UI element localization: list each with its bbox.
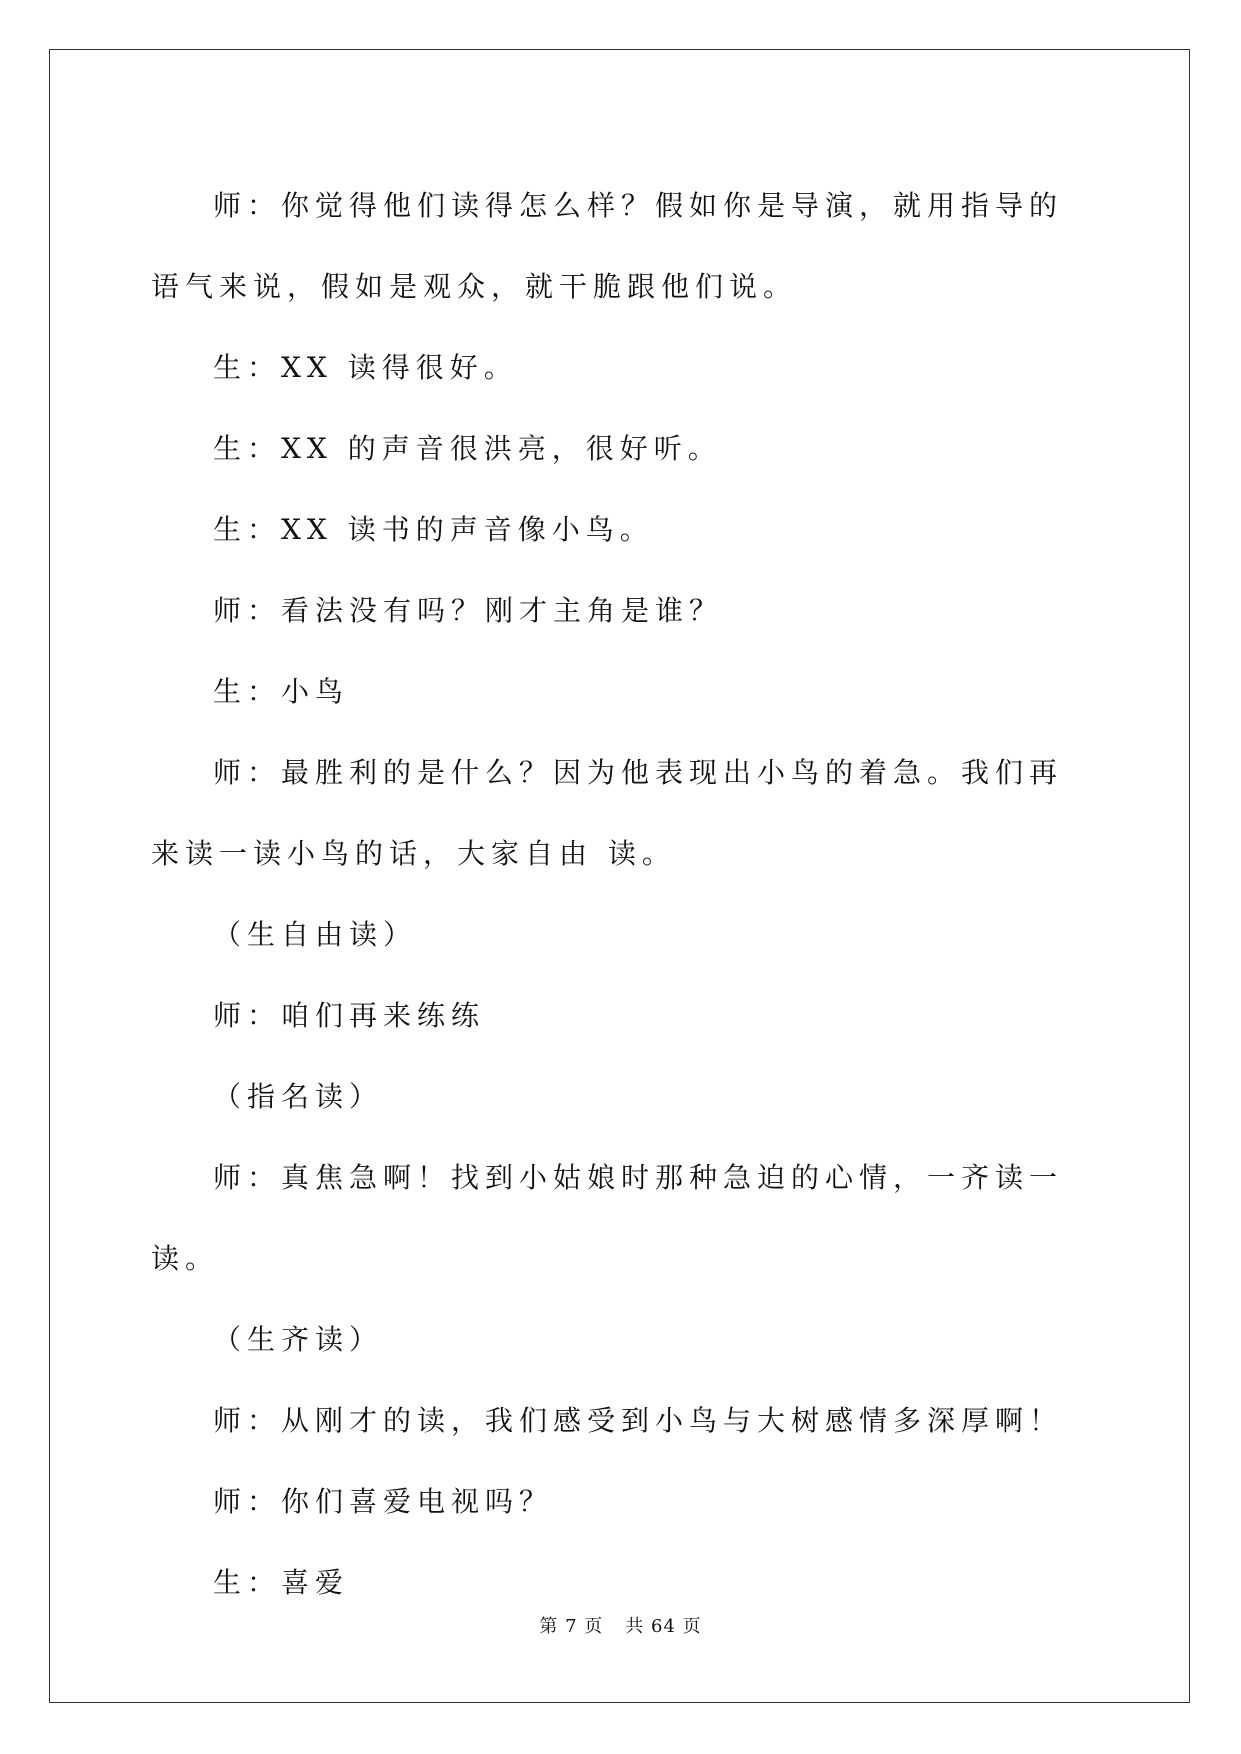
paragraph: 生：XX 的声音很洪亮，很好听。 xyxy=(213,432,722,465)
paragraph: 生：喜爱 xyxy=(213,1566,350,1599)
paragraph: （指名读） xyxy=(213,1080,384,1113)
paragraph: 师：从刚才的读，我们感受到小鸟与大树感情多深厚啊！ xyxy=(213,1404,1064,1437)
page-number: 第 7 页 xyxy=(539,1616,604,1637)
paragraph: 师：你觉得他们读得怎么样？假如你是导演，就用指导的语气来说，假如是观众，就干脆跟他们说。 xyxy=(151,189,1064,303)
paragraph: 师：真焦急啊！找到小姑娘时那种急迫的心情，一齐读一读。 xyxy=(151,1161,1064,1275)
page-total: 共 64 页 xyxy=(625,1616,702,1637)
paragraph: 师：最胜利的是什么？因为他表现出小鸟的着急。我们再来读一读小鸟的话，大家自由 读。 xyxy=(151,756,1064,870)
paragraph: 师：咱们再来练练 xyxy=(213,999,486,1032)
paragraph: （生自由读） xyxy=(213,918,418,951)
paragraph: （生齐读） xyxy=(213,1323,384,1356)
page-footer xyxy=(0,1612,1241,1638)
paragraph: 师：看法没有吗？刚才主角是谁？ xyxy=(213,594,724,627)
paragraph: 师：你们喜爱电视吗？ xyxy=(213,1485,554,1518)
paragraph: 生：小鸟 xyxy=(213,675,350,708)
paragraph: 生：XX 读书的声音像小鸟。 xyxy=(213,513,654,546)
document-body xyxy=(151,165,1081,1623)
paragraph: 生：XX 读得很好。 xyxy=(213,351,518,384)
